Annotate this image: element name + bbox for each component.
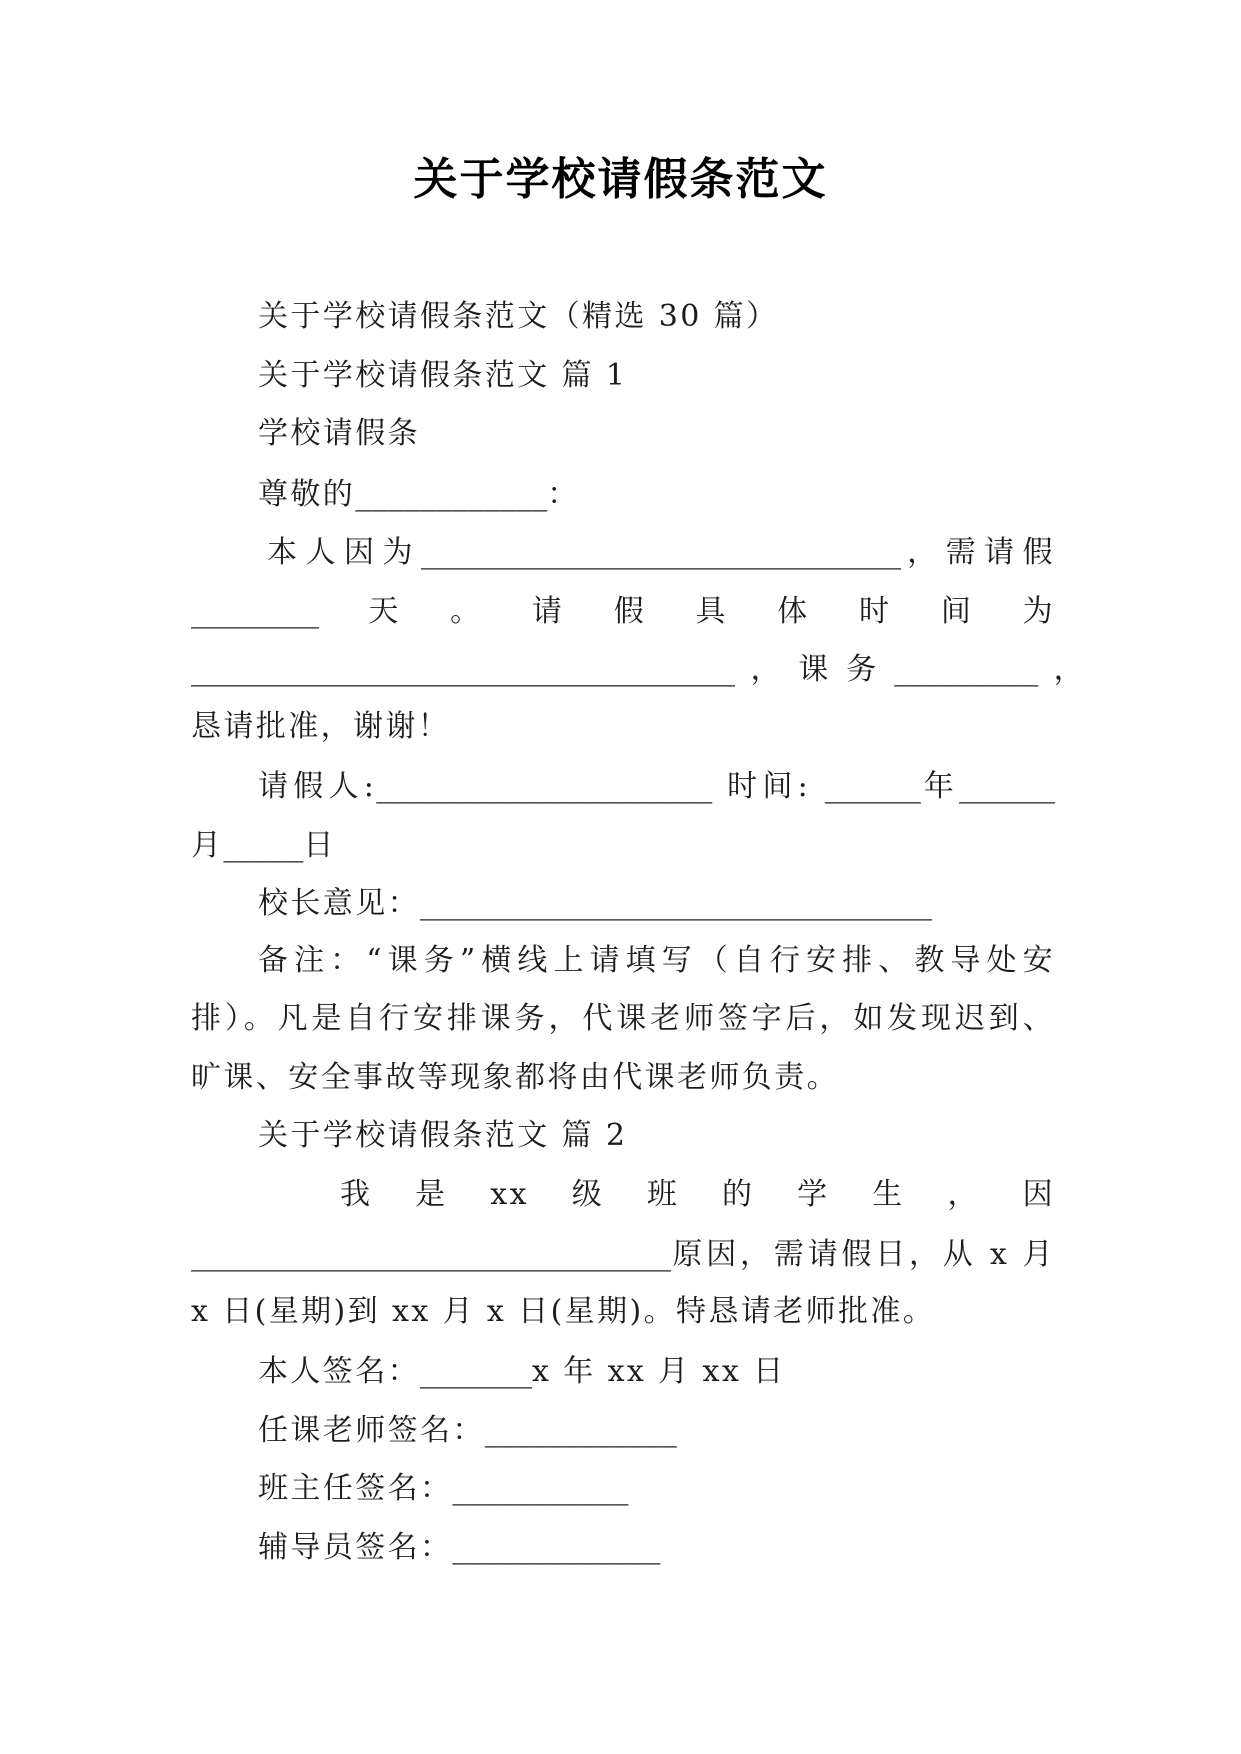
- document-body: [191, 288, 1087, 1575]
- remark-line: 排）。凡是自行安排课务，代课老师签字后，如发现迟到、: [191, 1001, 1055, 1036]
- principal-opinion-line: 校长意见：________________________________: [258, 883, 932, 921]
- fill-in-blank: ____________: [355, 473, 548, 512]
- fill-in-blank: __________________________________: [191, 649, 735, 687]
- student-statement-line: 我是xx级班的学生，因: [340, 1176, 1055, 1212]
- article-1-heading: 关于学校请假条范文 篇 1: [258, 357, 628, 393]
- fill-in-blank: ________________________________: [420, 883, 932, 921]
- leave-note-title: 学校请假条: [258, 416, 420, 451]
- fill-in-blank: ______: [959, 766, 1055, 804]
- head-teacher-signature-line: 班主任签名：___________: [258, 1468, 629, 1506]
- leave-days-line: ________天。请假具体时间为: [191, 590, 1055, 629]
- fill-in-blank: _____________________: [376, 766, 713, 804]
- leave-period-line: __________________________________，课务_________，: [191, 649, 1087, 687]
- teacher-signature-line: 任课老师签名：____________: [258, 1409, 677, 1448]
- applicant-line: 请假人:_____________________ 时间: ______年______: [258, 766, 1055, 804]
- request-approval-line: 恳请批准，谢谢！: [191, 708, 451, 744]
- remark-line: 备注：“课务”横线上请填写（自行安排、教导处安: [258, 942, 1055, 978]
- applicant-date-line: 月_____日: [191, 824, 336, 863]
- remark-line: 旷课、安全事故等现象都将由代课老师负责。: [191, 1059, 839, 1095]
- intro-line: 关于学校请假条范文（精选 30 篇）: [258, 299, 779, 334]
- document-title: 关于学校请假条范文: [413, 154, 828, 205]
- student-statement-line: x 日(星期)到 xx 月 x 日(星期)。特恳请老师批准。: [191, 1293, 936, 1329]
- student-statement-line: ______________________________原因，需请假日，从 x 月: [191, 1234, 1055, 1272]
- fill-in-blank: _______: [420, 1351, 532, 1389]
- article-2-heading: 关于学校请假条范文 篇 2: [258, 1118, 628, 1153]
- fill-in-blank: _________: [894, 649, 1039, 687]
- fill-in-blank: _____________: [452, 1526, 661, 1565]
- fill-in-blank: ________: [191, 590, 319, 629]
- fill-in-blank: ______: [824, 766, 921, 804]
- fill-in-blank: _____: [223, 824, 304, 863]
- counselor-signature-line: 辅导员签名：_____________: [258, 1526, 661, 1565]
- student-signature-line: 本人签名：_______x 年 xx 月 xx 日: [258, 1351, 786, 1389]
- fill-in-blank: ______________________________: [191, 1234, 671, 1272]
- fill-in-blank: ____________: [484, 1409, 677, 1448]
- fill-in-blank: ___________: [452, 1468, 629, 1506]
- salutation: 尊敬的____________：: [258, 473, 580, 512]
- leave-reason-line: 本人因为______________________________，需请假: [267, 532, 1055, 570]
- fill-in-blank: ______________________________: [421, 532, 901, 570]
